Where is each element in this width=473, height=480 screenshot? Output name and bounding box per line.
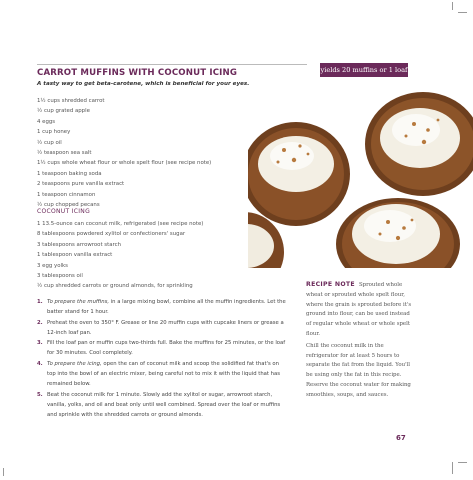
step-text: Beat the coconut milk for 1 minute. Slowly add the xylitol or sugar, arrowroot starch, vanilla, yolks, and oil and beat only until well combined. Spread over the loaf or muffins and sprinkle with the shredded carrots or ground almonds. <box>47 391 281 419</box>
step-text: open the can of coconut milk and scoop the solidified fat that's on top into the bowl of an electric mixer, being careful not to mix it with the liquid that has remained below. <box>47 360 281 388</box>
step-text: Preheat the oven to 350° F. Grease or line 20 muffin cups with cupcake liners or grease a 12-inch loaf pan. <box>47 319 284 336</box>
icing-item: 1 13.5-ounce can coconut milk, refrigerated (see recipe note) <box>37 221 204 227</box>
ingredient-item: 1½ cups shredded carrot <box>37 98 105 104</box>
step-item <box>37 297 289 318</box>
step-number: 3. <box>37 340 43 347</box>
ingredient-item: 2 teaspoons pure vanilla extract <box>37 181 125 188</box>
recipe-note-para: Chill the coconut milk in the refrigerator for at least 5 hours to separate the fat from the liquid. You'll be using only the fat in this recipe. Reserve the coconut water for making smoothies, soups, and sauces. <box>306 342 411 398</box>
yield-badge: yields 20 muffins or 1 loaf <box>320 63 408 77</box>
recipe-title: CARROT MUFFINS WITH COCONUT ICING <box>37 68 238 78</box>
step-item <box>37 390 289 421</box>
ingredient-list <box>37 96 211 210</box>
ingredient-item: ½ cup chopped pecans <box>37 202 100 209</box>
crop-mark <box>3 468 4 476</box>
ingredient-item: 1 cup honey <box>37 129 71 136</box>
crop-mark <box>452 2 453 10</box>
recipe-subtitle: A tasty way to get beta-carotene, which is beneficial for your eyes. <box>37 81 250 87</box>
recipe-note-heading: RECIPE NOTE <box>306 281 355 288</box>
ingredient-item: 1 teaspoon cinnamon <box>37 191 96 198</box>
icing-heading: COCONUT ICING <box>37 208 91 215</box>
ingredient-item: 4 eggs <box>37 118 56 125</box>
step-number: 1. <box>37 299 43 305</box>
step-item <box>37 359 289 390</box>
step-item <box>37 338 289 359</box>
step-number: 5. <box>37 391 43 398</box>
ingredient-item: ½ teaspoon sea salt <box>37 150 92 157</box>
icing-ingredient-list <box>37 219 203 292</box>
muffins-illustration <box>248 84 473 268</box>
icing-item: 3 tablespoons oil <box>37 273 83 280</box>
crop-mark <box>458 462 467 463</box>
recipe-note-text: Sprouted whole wheat or sprouted whole spelt flour, where the grain is sprouted before it's ground into flour, can be used instead of regular whole wheat or whole spelt flour. <box>306 282 412 337</box>
recipe-note-para <box>306 280 416 340</box>
ingredient-item: ½ cup grated apple <box>37 108 90 115</box>
icing-item: 1 tablespoon vanilla extract <box>37 252 113 259</box>
icing-item: 8 tablespoons powdered xylitol or confectioners' sugar <box>37 231 186 238</box>
step-number: 4. <box>37 360 43 367</box>
step-lead: To prepare the muffins, <box>47 299 110 305</box>
icing-item: 3 egg yolks <box>37 262 68 269</box>
step-number: 2. <box>37 319 43 326</box>
muffins-photo <box>248 84 473 268</box>
ingredient-item: 1 teaspoon baking soda <box>37 170 102 177</box>
crop-mark <box>452 462 453 474</box>
header-rule <box>37 64 307 65</box>
icing-item: ½ cup shredded carrots or ground almonds, for sprinkling <box>37 283 193 290</box>
ingredient-item: ½ cup oil <box>37 139 62 146</box>
step-item <box>37 318 289 339</box>
crop-mark <box>458 12 467 13</box>
ingredient-item: 1½ cups whole wheat flour or whole spelt flour (see recipe note) <box>37 160 212 167</box>
recipe-note <box>306 280 416 403</box>
icing-item: 3 tablespoons arrowroot starch <box>37 241 122 248</box>
page-number: 67 <box>396 434 406 442</box>
instruction-steps <box>37 297 289 421</box>
step-text: in a large mixing bowl, combine all the muffin ingredients. Let the batter stand for 1 hour. <box>47 299 286 316</box>
step-text: Fill the loaf pan or muffin cups two-thirds full. Bake the muffins for 25 minutes, or the loaf for 30 minutes. Cool completely. <box>47 340 286 357</box>
step-lead: To prepare the icing, <box>47 360 102 367</box>
